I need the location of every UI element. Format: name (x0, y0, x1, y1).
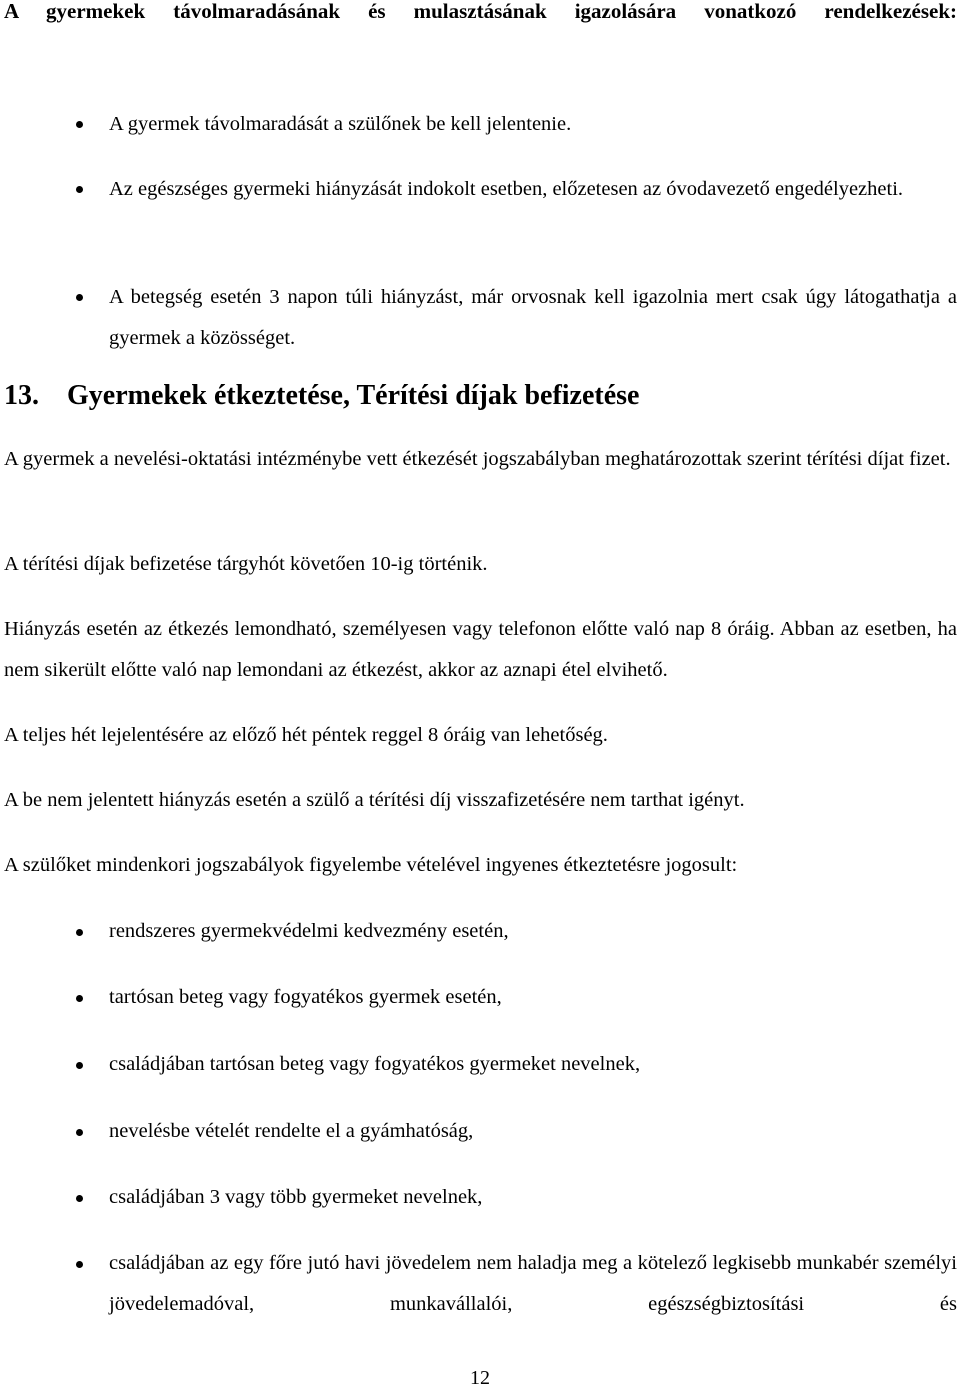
page-number: 12 (470, 1367, 490, 1389)
bullet-dot (76, 1261, 83, 1268)
bullet-dot (76, 186, 83, 193)
section-title: Gyermekek étkeztetése, Térítési díjak befizetése (67, 380, 640, 411)
list-item: rendszeres gyermekvédelmi kedvezmény esetén, (109, 920, 509, 942)
list-item: családjában az egy főre jutó havi jövedelem nem haladja meg a kötelező legkisebb munkabér személyi jövedelemadóval, munkavállalói, egészségbiztosítási és (109, 1252, 957, 1315)
bullet-dot (76, 1062, 83, 1069)
list-item: nevelésbe vételét rendelte el a gyámhatóság, (109, 1120, 474, 1142)
list-item: A betegség esetén 3 napon túli hiányzást, már orvosnak kell igazolnia mert csak úgy látogathatja a gyermek a közösséget. (109, 286, 957, 349)
bullet-dot (76, 294, 83, 301)
paragraph-payment-deadline: A térítési díjak befizetése tárgyhót követően 10-ig történik. (4, 553, 488, 575)
list-item: A gyermek távolmaradását a szülőnek be kell jelentenie. (109, 113, 572, 135)
list-item: családjában 3 vagy több gyermeket nevelnek, (109, 1186, 483, 1208)
paragraph-free-meals: A szülőket mindenkori jogszabályok figyelembe vételével ingyenes étkeztetésre jogosult: (4, 854, 738, 876)
section-heading (4, 378, 957, 414)
heading-absence-rules: A gyermekek távolmaradásának és mulasztásának igazolására vonatkozó rendelkezések: (4, 0, 957, 23)
paragraph-weekly-notice: A teljes hét lejelentésére az előző hét péntek reggel 8 óráig van lehetőség. (4, 724, 608, 746)
bullet-dot (76, 1129, 83, 1136)
bullet-dot (76, 995, 83, 1002)
paragraph-cancellation: Hiányzás esetén az étkezés lemondható, személyesen vagy telefonon előtte való nap 8 óráig. Abban az esetben, ha nem sikerült előtte való nap lemondani az étkezést, akkor az aznapi étel elvihető. (4, 618, 957, 681)
bullet-dot (76, 121, 83, 128)
section-number: 13. (4, 380, 39, 411)
list-item: tartósan beteg vagy fogyatékos gyermek esetén, (109, 986, 502, 1008)
paragraph-fee-basis: A gyermek a nevelési-oktatási intézménybe vett étkezését jogszabályban meghatározottak szerint térítési díjat fizet. (4, 448, 951, 470)
list-item: családjában tartósan beteg vagy fogyatékos gyermeket nevelnek, (109, 1053, 641, 1075)
bullet-dot (76, 929, 83, 936)
bullet-dot (76, 1195, 83, 1202)
list-item: Az egészséges gyermeki hiányzását indokolt esetben, előzetesen az óvodavezető engedélyezheti. (109, 178, 904, 200)
paragraph-no-refund: A be nem jelentett hiányzás esetén a szülő a térítési díj visszafizetésére nem tarthat igényt. (4, 789, 745, 811)
